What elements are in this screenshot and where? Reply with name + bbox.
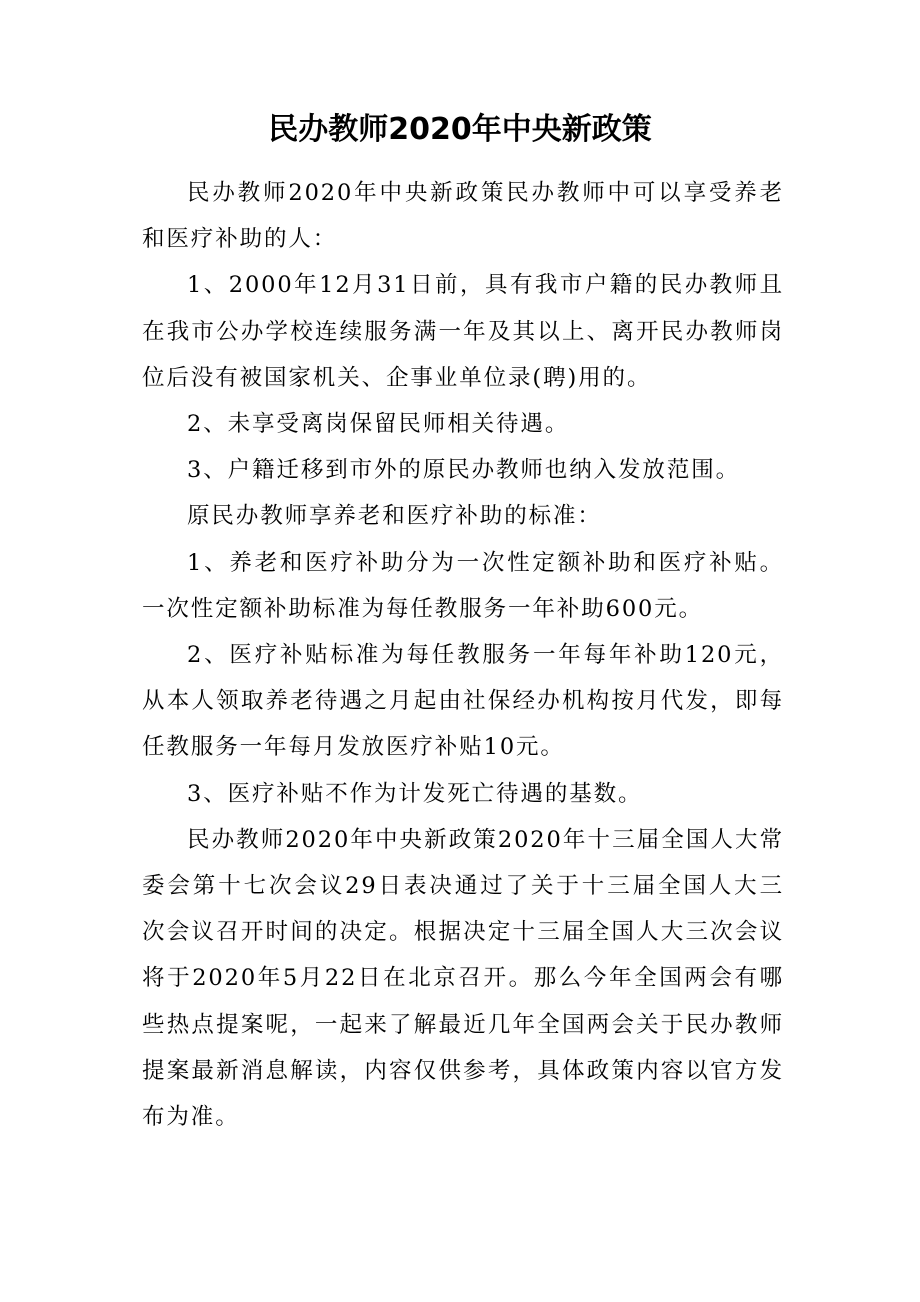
- paragraph-standard-heading: 原民办教师享养老和医疗补助的标准：: [187, 503, 602, 530]
- paragraph-item-1: 1、2000年12月31日前，具有我市户籍的民办教师且在我市公办学校连续服务满一年及其以上、离开民办教师岗位后没有被国家机关、企事业单位录(聘)用的。: [142, 272, 784, 391]
- paragraph-standard-3: 3、医疗补贴不作为计发死亡待遇的基数。: [187, 780, 643, 807]
- paragraph-standard-1: 1、养老和医疗补助分为一次性定额补助和医疗补贴。一次性定额补助标准为每任教服务一年补助600元。: [142, 549, 784, 622]
- paragraph-closing: 民办教师2020年中央新政策2020年十三届全国人大常委会第十七次会议29日表决通过了关于十三届全国人大三次会议召开时间的决定。根据决定十三届全国人大三次会议将于2020年5月22日在北京召开。那么今年全国两会有哪些热点提案呢，一起来了解最近几年全国两会关于民办教师提案最新消息解读，内容仅供参考，具体政策内容以官方发布为准。: [142, 826, 784, 1131]
- document-title: 民办教师2020年中央新政策: [268, 112, 652, 147]
- paragraph-item-2: 2、未享受离岗保留民师相关待遇。: [187, 411, 570, 438]
- paragraph-item-3: 3、户籍迁移到市外的原民办教师也纳入发放范围。: [187, 457, 741, 484]
- paragraph-standard-2: 2、医疗补贴标准为每任教服务一年每年补助120元，从本人领取养老待遇之月起由社保经办机构按月代发，即每任教服务一年每月发放医疗补贴10元。: [142, 642, 784, 761]
- paragraph-intro: 民办教师2020年中央新政策民办教师中可以享受养老和医疗补助的人：: [142, 180, 784, 253]
- document-body: [142, 170, 784, 1140]
